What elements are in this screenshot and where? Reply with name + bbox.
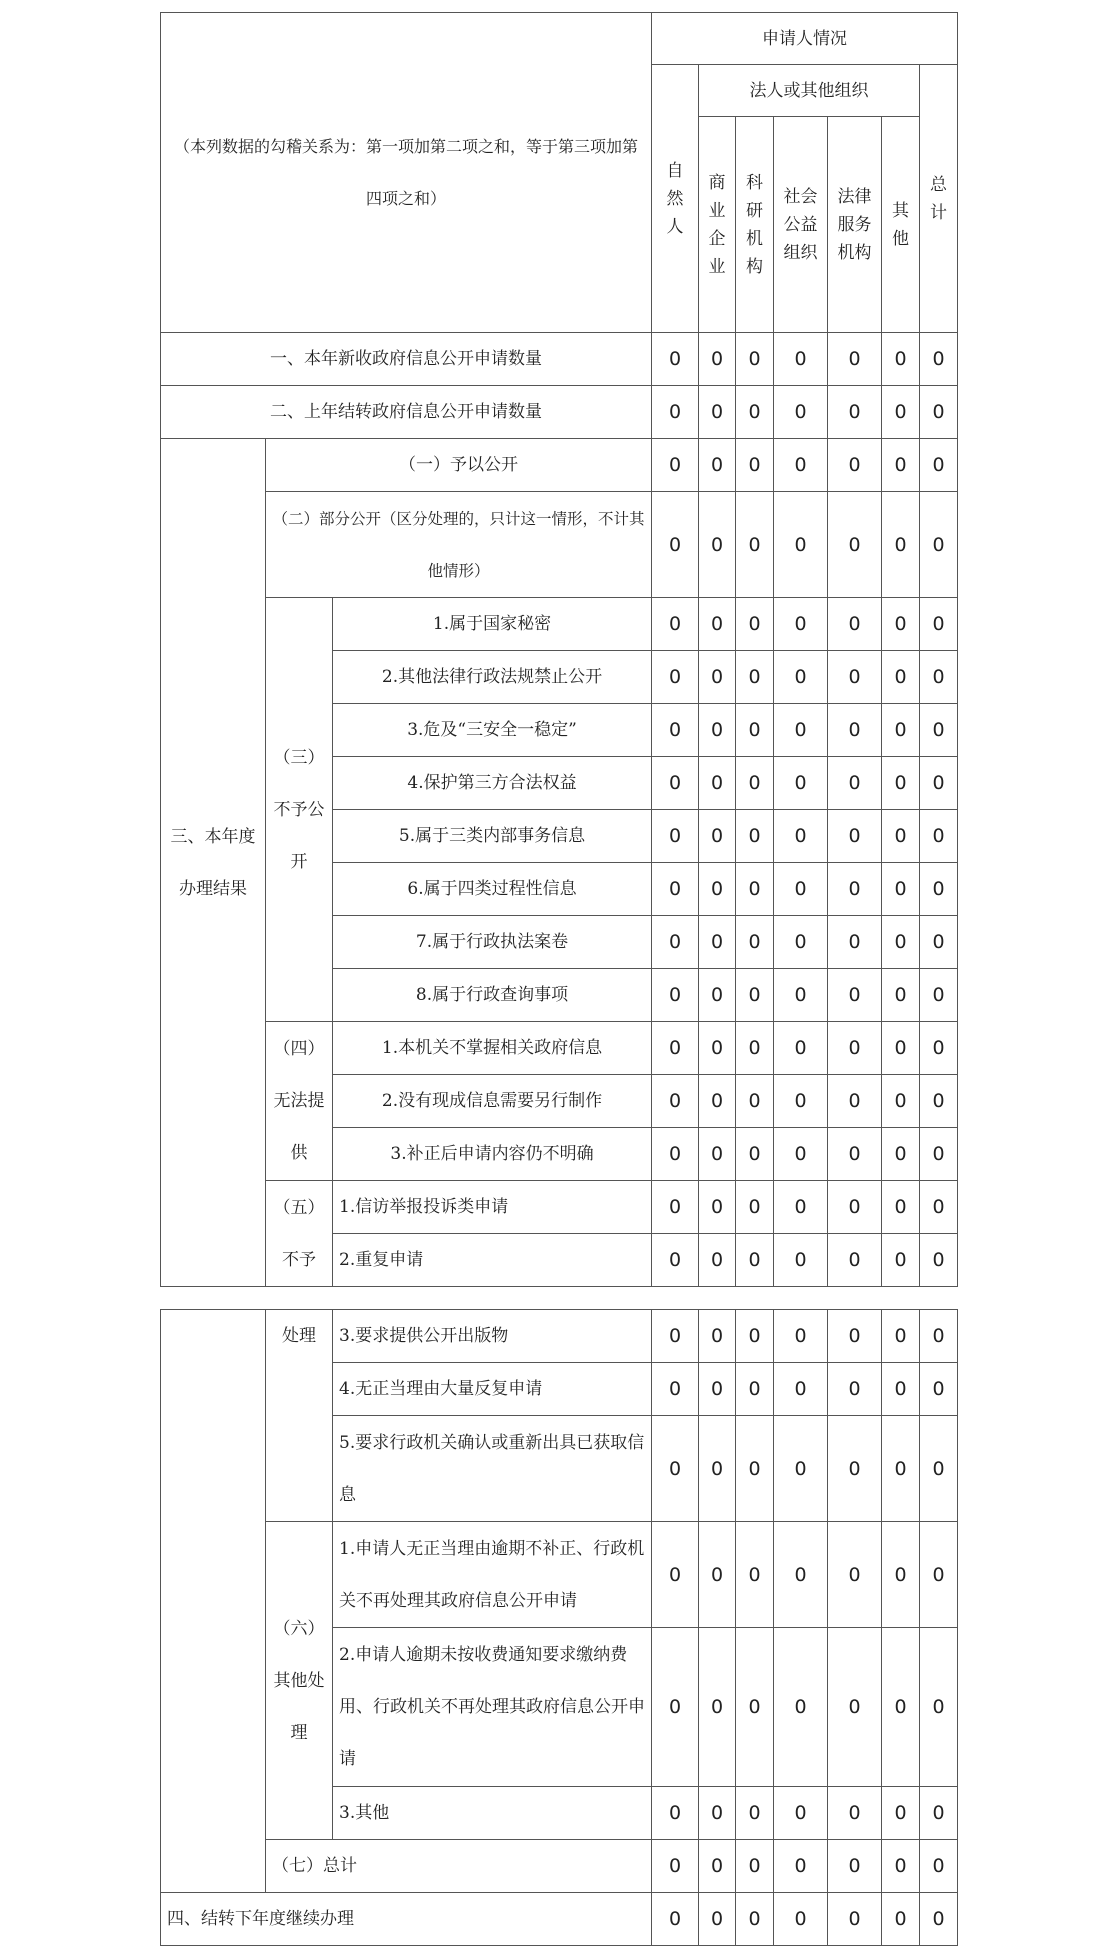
cell-value: 0 (652, 386, 699, 439)
cell-value: 0 (699, 1416, 736, 1522)
cell-value: 0 (920, 1310, 958, 1363)
cell-value: 0 (882, 1787, 920, 1840)
cell-value: 0 (920, 1363, 958, 1416)
cell-value: 0 (882, 1416, 920, 1522)
cell-value: 0 (882, 757, 920, 810)
cell-value: 0 (652, 1181, 699, 1234)
cell-value: 0 (828, 1363, 882, 1416)
cell-value: 0 (882, 439, 920, 492)
row-label: 6.属于四类过程性信息 (333, 863, 652, 916)
row-label: 1.本机关不掌握相关政府信息 (333, 1022, 652, 1075)
cell-value: 0 (920, 386, 958, 439)
cell-value: 0 (699, 333, 736, 386)
cell-value: 0 (920, 704, 958, 757)
cell-value: 0 (920, 651, 958, 704)
cell-value: 0 (736, 1022, 774, 1075)
cell-value: 0 (920, 492, 958, 598)
cell-value: 0 (774, 969, 828, 1022)
cell-value: 0 (920, 598, 958, 651)
col-public-welfare: 社会 公益 组织 (774, 117, 828, 333)
cell-value: 0 (828, 969, 882, 1022)
cell-value: 0 (882, 598, 920, 651)
cell-value: 0 (882, 1310, 920, 1363)
cell-value: 0 (882, 1840, 920, 1893)
cell-value: 0 (882, 1022, 920, 1075)
cell-value: 0 (699, 757, 736, 810)
cell-value: 0 (828, 1787, 882, 1840)
cell-value: 0 (736, 386, 774, 439)
row-label: 1.属于国家秘密 (333, 598, 652, 651)
cell-value: 0 (920, 439, 958, 492)
cell-value: 0 (828, 386, 882, 439)
row-label: 3.要求提供公开出版物 (333, 1310, 652, 1363)
cell-value: 0 (652, 863, 699, 916)
header-legal: 法人或其他组织 (699, 65, 920, 117)
cell-value: 0 (920, 863, 958, 916)
cell-value: 0 (736, 1840, 774, 1893)
cell-value: 0 (736, 333, 774, 386)
row-label: （一）予以公开 (266, 439, 652, 492)
cell-value: 0 (920, 969, 958, 1022)
cell-value: 0 (774, 810, 828, 863)
header-applicant: 申请人情况 (652, 13, 958, 65)
cell-value: 0 (774, 1522, 828, 1628)
cell-value: 0 (699, 1310, 736, 1363)
section-3-label: 三、本年度办理结果 (161, 439, 266, 1287)
cell-value: 0 (920, 333, 958, 386)
cell-value: 0 (699, 1787, 736, 1840)
cell-value: 0 (828, 1840, 882, 1893)
cell-value: 0 (699, 1628, 736, 1787)
cell-value: 0 (882, 704, 920, 757)
col-natural-person: 自 然 人 (652, 65, 699, 333)
stats-table-part-1 (160, 12, 958, 1287)
cell-value: 0 (774, 1181, 828, 1234)
cell-value: 0 (828, 916, 882, 969)
row-label: 一、本年新收政府信息公开申请数量 (161, 333, 652, 386)
cell-value: 0 (736, 969, 774, 1022)
cell-value: 0 (699, 916, 736, 969)
cell-value: 0 (736, 492, 774, 598)
cell-value: 0 (652, 492, 699, 598)
cell-value: 0 (774, 1234, 828, 1287)
cell-value: 0 (652, 810, 699, 863)
row-label: 3.危及“三安全一稳定” (333, 704, 652, 757)
cell-value: 0 (699, 1840, 736, 1893)
cell-value: 0 (699, 1022, 736, 1075)
cell-value: 0 (699, 439, 736, 492)
cell-value: 0 (828, 863, 882, 916)
cell-value: 0 (736, 1787, 774, 1840)
cell-value: 0 (828, 704, 882, 757)
cell-value: 0 (920, 1181, 958, 1234)
cell-value: 0 (882, 810, 920, 863)
cell-value: 0 (652, 1310, 699, 1363)
cell-value: 0 (652, 1416, 699, 1522)
row-label: （二）部分公开（区分处理的，只计这一情形，不计其他情形） (266, 492, 652, 598)
cell-value: 0 (882, 1522, 920, 1628)
cell-value: 0 (699, 969, 736, 1022)
cell-value: 0 (652, 1128, 699, 1181)
row-label: 二、上年结转政府信息公开申请数量 (161, 386, 652, 439)
cell-value: 0 (828, 492, 882, 598)
row-label: 2.没有现成信息需要另行制作 (333, 1075, 652, 1128)
cell-value: 0 (699, 598, 736, 651)
cell-value: 0 (828, 1416, 882, 1522)
row-label: 7.属于行政执法案卷 (333, 916, 652, 969)
cell-value: 0 (736, 1522, 774, 1628)
cell-value: 0 (920, 1128, 958, 1181)
cell-value: 0 (736, 439, 774, 492)
cell-value: 0 (828, 1893, 882, 1946)
cell-value: 0 (699, 1363, 736, 1416)
cell-value: 0 (882, 1893, 920, 1946)
col-legal-service: 法律 服务 机构 (828, 117, 882, 333)
header-note: （本列数据的勾稽关系为：第一项加第二项之和，等于第三项加第四项之和） (161, 13, 652, 333)
cell-value: 0 (652, 333, 699, 386)
cell-value: 0 (920, 1893, 958, 1946)
cell-value: 0 (774, 1022, 828, 1075)
cell-value: 0 (828, 1128, 882, 1181)
cell-value: 0 (920, 1840, 958, 1893)
cell-value: 0 (736, 598, 774, 651)
cell-value: 0 (920, 1787, 958, 1840)
cell-value: 0 (882, 386, 920, 439)
cell-value: 0 (699, 1893, 736, 1946)
cell-value: 0 (736, 1310, 774, 1363)
row-label: 1.申请人无正当理由逾期不补正、行政机关不再处理其政府信息公开申请 (333, 1522, 652, 1628)
cell-value: 0 (920, 1522, 958, 1628)
cell-value: 0 (828, 1234, 882, 1287)
cell-value: 0 (652, 757, 699, 810)
cell-value: 0 (652, 1893, 699, 1946)
row-label: 3.补正后申请内容仍不明确 (333, 1128, 652, 1181)
cell-value: 0 (736, 1128, 774, 1181)
row-label: 4.无正当理由大量反复申请 (333, 1363, 652, 1416)
cell-value: 0 (774, 757, 828, 810)
cell-value: 0 (774, 704, 828, 757)
cell-value: 0 (736, 810, 774, 863)
cell-value: 0 (920, 1234, 958, 1287)
cell-value: 0 (828, 1075, 882, 1128)
cell-value: 0 (699, 651, 736, 704)
cell-value: 0 (736, 757, 774, 810)
cell-value: 0 (774, 863, 828, 916)
cell-value: 0 (882, 916, 920, 969)
cell-value: 0 (736, 863, 774, 916)
cell-value: 0 (828, 1628, 882, 1787)
cell-value: 0 (699, 386, 736, 439)
cell-value: 0 (652, 439, 699, 492)
col-research: 科 研 机 构 (736, 117, 774, 333)
row-label: 2.其他法律行政法规禁止公开 (333, 651, 652, 704)
cell-value: 0 (652, 1787, 699, 1840)
cell-value: 0 (774, 333, 828, 386)
cell-value: 0 (882, 492, 920, 598)
cell-value: 0 (774, 1075, 828, 1128)
cell-value: 0 (774, 598, 828, 651)
cell-value: 0 (828, 1310, 882, 1363)
cell-value: 0 (699, 1522, 736, 1628)
row-label: 4.保护第三方合法权益 (333, 757, 652, 810)
section-3-continued (161, 1310, 266, 1893)
row-label: 5.属于三类内部事务信息 (333, 810, 652, 863)
row-label: 8.属于行政查询事项 (333, 969, 652, 1022)
row-label: 2.重复申请 (333, 1234, 652, 1287)
cell-value: 0 (882, 1234, 920, 1287)
cell-value: 0 (652, 1234, 699, 1287)
col-commercial: 商 业 企 业 (699, 117, 736, 333)
cell-value: 0 (774, 651, 828, 704)
cell-value: 0 (920, 810, 958, 863)
cell-value: 0 (774, 916, 828, 969)
cell-value: 0 (828, 651, 882, 704)
cell-value: 0 (882, 969, 920, 1022)
cell-value: 0 (652, 704, 699, 757)
cell-value: 0 (920, 757, 958, 810)
cell-value: 0 (920, 1075, 958, 1128)
cell-value: 0 (828, 1181, 882, 1234)
cell-value: 0 (652, 1075, 699, 1128)
section-3-6-label: （六）其他处理 (266, 1522, 333, 1840)
cell-value: 0 (920, 916, 958, 969)
cell-value: 0 (828, 757, 882, 810)
col-other: 其 他 (882, 117, 920, 333)
cell-value: 0 (699, 704, 736, 757)
section-3-3-label: （三）不予公开 (266, 598, 333, 1022)
cell-value: 0 (652, 1840, 699, 1893)
cell-value: 0 (882, 333, 920, 386)
cell-value: 0 (920, 1022, 958, 1075)
cell-value: 0 (699, 1075, 736, 1128)
cell-value: 0 (882, 1181, 920, 1234)
cell-value: 0 (736, 704, 774, 757)
cell-value: 0 (828, 333, 882, 386)
cell-value: 0 (882, 651, 920, 704)
cell-value: 0 (920, 1628, 958, 1787)
cell-value: 0 (774, 1310, 828, 1363)
stats-table-part-2 (160, 1309, 958, 1946)
cell-value: 0 (736, 1628, 774, 1787)
cell-value: 0 (699, 492, 736, 598)
cell-value: 0 (699, 863, 736, 916)
cell-value: 0 (736, 651, 774, 704)
cell-value: 0 (882, 1363, 920, 1416)
cell-value: 0 (736, 1363, 774, 1416)
cell-value: 0 (736, 1234, 774, 1287)
col-total: 总 计 (920, 65, 958, 333)
cell-value: 0 (920, 1416, 958, 1522)
cell-value: 0 (774, 1363, 828, 1416)
cell-value: 0 (652, 1363, 699, 1416)
section-3-5-label-cont: 处理 (266, 1310, 333, 1522)
cell-value: 0 (699, 810, 736, 863)
section-3-5-label: （五）不予 (266, 1181, 333, 1287)
cell-value: 0 (828, 439, 882, 492)
cell-value: 0 (652, 969, 699, 1022)
cell-value: 0 (699, 1234, 736, 1287)
cell-value: 0 (882, 1628, 920, 1787)
cell-value: 0 (774, 1893, 828, 1946)
cell-value: 0 (652, 1522, 699, 1628)
cell-value: 0 (736, 1075, 774, 1128)
row-label: 2.申请人逾期未按收费通知要求缴纳费用、行政机关不再处理其政府信息公开申请 (333, 1628, 652, 1787)
cell-value: 0 (774, 1840, 828, 1893)
cell-value: 0 (652, 598, 699, 651)
cell-value: 0 (652, 1022, 699, 1075)
cell-value: 0 (828, 1522, 882, 1628)
row-label: 3.其他 (333, 1787, 652, 1840)
cell-value: 0 (774, 1628, 828, 1787)
cell-value: 0 (774, 1128, 828, 1181)
cell-value: 0 (828, 598, 882, 651)
cell-value: 0 (774, 492, 828, 598)
cell-value: 0 (828, 810, 882, 863)
cell-value: 0 (652, 651, 699, 704)
cell-value: 0 (699, 1181, 736, 1234)
cell-value: 0 (774, 1787, 828, 1840)
row-label: 四、结转下年度继续办理 (161, 1893, 652, 1946)
cell-value: 0 (652, 1628, 699, 1787)
cell-value: 0 (774, 439, 828, 492)
section-3-4-label: （四）无法提供 (266, 1022, 333, 1181)
cell-value: 0 (736, 1893, 774, 1946)
cell-value: 0 (736, 916, 774, 969)
cell-value: 0 (882, 863, 920, 916)
cell-value: 0 (774, 386, 828, 439)
cell-value: 0 (882, 1075, 920, 1128)
row-label: 1.信访举报投诉类申请 (333, 1181, 652, 1234)
row-label: 5.要求行政机关确认或重新出具已获取信息 (333, 1416, 652, 1522)
cell-value: 0 (736, 1416, 774, 1522)
cell-value: 0 (774, 1416, 828, 1522)
cell-value: 0 (828, 1022, 882, 1075)
cell-value: 0 (882, 1128, 920, 1181)
cell-value: 0 (736, 1181, 774, 1234)
row-label: （七）总计 (266, 1840, 652, 1893)
cell-value: 0 (652, 916, 699, 969)
cell-value: 0 (699, 1128, 736, 1181)
